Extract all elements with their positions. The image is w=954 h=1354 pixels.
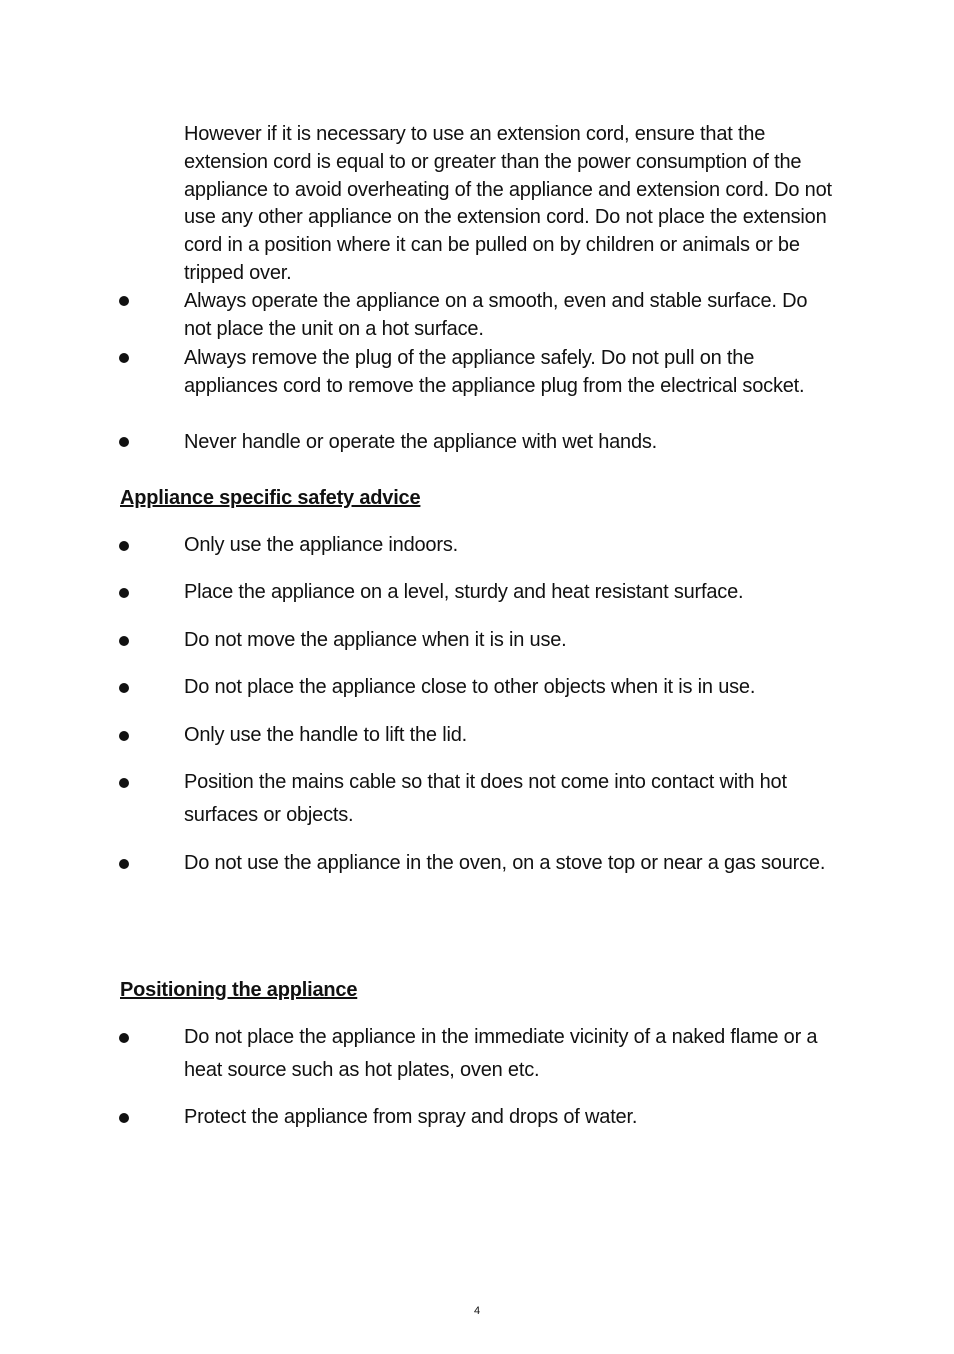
bullet-marker (118, 437, 130, 449)
specific-bullet-5: Only use the handle to lift the lid. (184, 724, 467, 746)
specific-bullet-2: Place the appliance on a level, sturdy and heat resistant surface. (184, 581, 744, 603)
specific-bullet-6: Position the mains cable so that it does not come into contact with hot surfaces or objects. (184, 771, 787, 826)
positioning-bullet-2: Protect the appliance from spray and drops of water. (184, 1106, 638, 1128)
bullet-marker (118, 296, 130, 308)
intro-paragraph: However if it is necessary to use an extension cord, ensure that the extension cord is equal to or greater than the power consumption of the appliance to avoid overheating of the appliance and extension cord. Do not use any other appliance on the extension cord. Do not place the extension cord in a position where it can be pulled on by children or animals or be tripped over. (184, 123, 832, 284)
bullet-marker (118, 353, 130, 365)
section-heading-positioning: Positioning the appliance (120, 979, 358, 1001)
bullet-marker (118, 588, 130, 600)
specific-bullet-7: Do not use the appliance in the oven, on a stove top or near a gas source. (184, 852, 826, 874)
bullet-marker (118, 683, 130, 695)
bullet-marker (118, 541, 130, 553)
specific-bullet-3: Do not move the appliance when it is in use. (184, 629, 567, 651)
section-heading-specific: Appliance specific safety advice (120, 487, 421, 509)
bullet-marker (118, 859, 130, 871)
page-number: 4 (473, 1305, 481, 1317)
general-bullet-1: Always operate the appliance on a smooth, even and stable surface. Do not place the unit on a hot surface. (184, 290, 808, 340)
bullet-marker (118, 636, 130, 648)
general-bullet-3: Never handle or operate the appliance with wet hands. (184, 431, 658, 453)
specific-bullet-1: Only use the appliance indoors. (184, 534, 458, 556)
bullet-marker (118, 731, 130, 743)
bullet-marker (118, 778, 130, 790)
bullet-marker (118, 1033, 130, 1045)
positioning-bullet-1: Do not place the appliance in the immediate vicinity of a naked flame or a heat source such as hot plates, oven etc. (184, 1026, 818, 1081)
bullet-marker (118, 1113, 130, 1125)
specific-bullet-4: Do not place the appliance close to other objects when it is in use. (184, 676, 756, 698)
general-bullet-2: Always remove the plug of the appliance safely. Do not pull on the appliances cord to remove the appliance plug from the electrical socket. (184, 347, 805, 397)
